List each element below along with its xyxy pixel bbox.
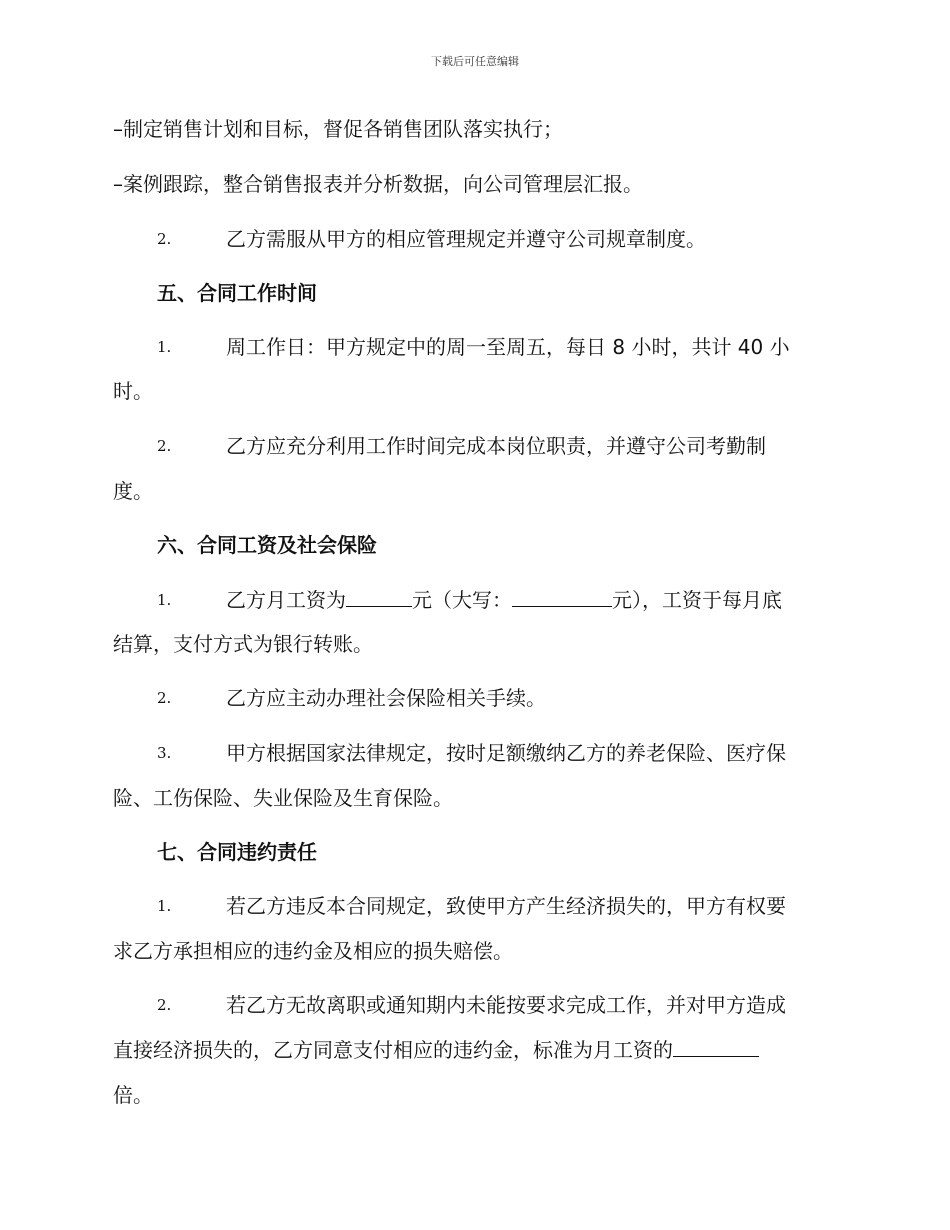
item-text: 乙方应主动办理社会保险相关手续。: [226, 686, 546, 710]
section-heading-breach: 七、合同违约责任: [157, 840, 317, 864]
section-heading-salary-insurance: 六、合同工资及社会保险: [157, 533, 377, 557]
page-header-note: 下载后可任意编辑: [431, 55, 519, 68]
item-text-continuation: 倍。: [113, 1083, 153, 1107]
item-text-continuation: 时。: [113, 379, 153, 403]
item-text-salary: [226, 585, 782, 615]
salary-amount-blank: [346, 586, 412, 607]
item-number: 1.: [157, 591, 172, 609]
item-number: 2.: [157, 230, 172, 248]
salary-text-part: 元（大写：: [412, 588, 512, 612]
salary-text-part: 乙方月工资为: [226, 588, 346, 612]
item-text-continuation: [113, 1035, 838, 1065]
item-text-continuation: 险、工伤保险、失业保险及生育保险。: [113, 786, 453, 810]
section-heading-work-time: 五、合同工作时间: [157, 281, 317, 305]
item-number: 2.: [157, 996, 172, 1014]
item-number: 1.: [157, 897, 172, 915]
item-text: 甲方根据国家法律规定，按时足额缴纳乙方的养老保险、医疗保: [226, 741, 786, 765]
item-text: 若乙方无故离职或通知期内未能按要求完成工作，并对甲方造成: [226, 993, 786, 1017]
penalty-multiplier-blank: [673, 1036, 759, 1057]
item-number: 3.: [157, 744, 172, 762]
item-text-continuation: 结算，支付方式为银行转账。: [113, 632, 373, 656]
item-number: 2.: [157, 437, 172, 455]
item-text-continuation: 求乙方承担相应的违约金及相应的损失赔偿。: [113, 939, 513, 963]
item-text: 乙方需服从甲方的相应管理规定并遵守公司规章制度。: [226, 227, 706, 251]
item-number: 1.: [157, 338, 172, 356]
penalty-text: 直接经济损失的，乙方同意支付相应的违约金，标准为月工资的: [113, 1038, 673, 1062]
duty-bullet-tracking: –案例跟踪，整合销售报表并分析数据，向公司管理层汇报。: [113, 172, 643, 196]
duty-bullet-plan: –制定销售计划和目标，督促各销售团队落实执行；: [113, 117, 563, 141]
item-text: 周工作日：甲方规定中的周一至周五，每日 8 小时，共计 40 小: [226, 335, 790, 359]
salary-amount-words-blank: [512, 586, 612, 607]
item-text: 乙方应充分利用工作时间完成本岗位职责，并遵守公司考勤制: [226, 434, 766, 458]
item-text-continuation: 度。: [113, 479, 153, 503]
item-text: 若乙方违反本合同规定，致使甲方产生经济损失的，甲方有权要: [226, 894, 786, 918]
item-number: 2.: [157, 689, 172, 707]
salary-text-part: 元），工资于每月底: [612, 588, 782, 612]
